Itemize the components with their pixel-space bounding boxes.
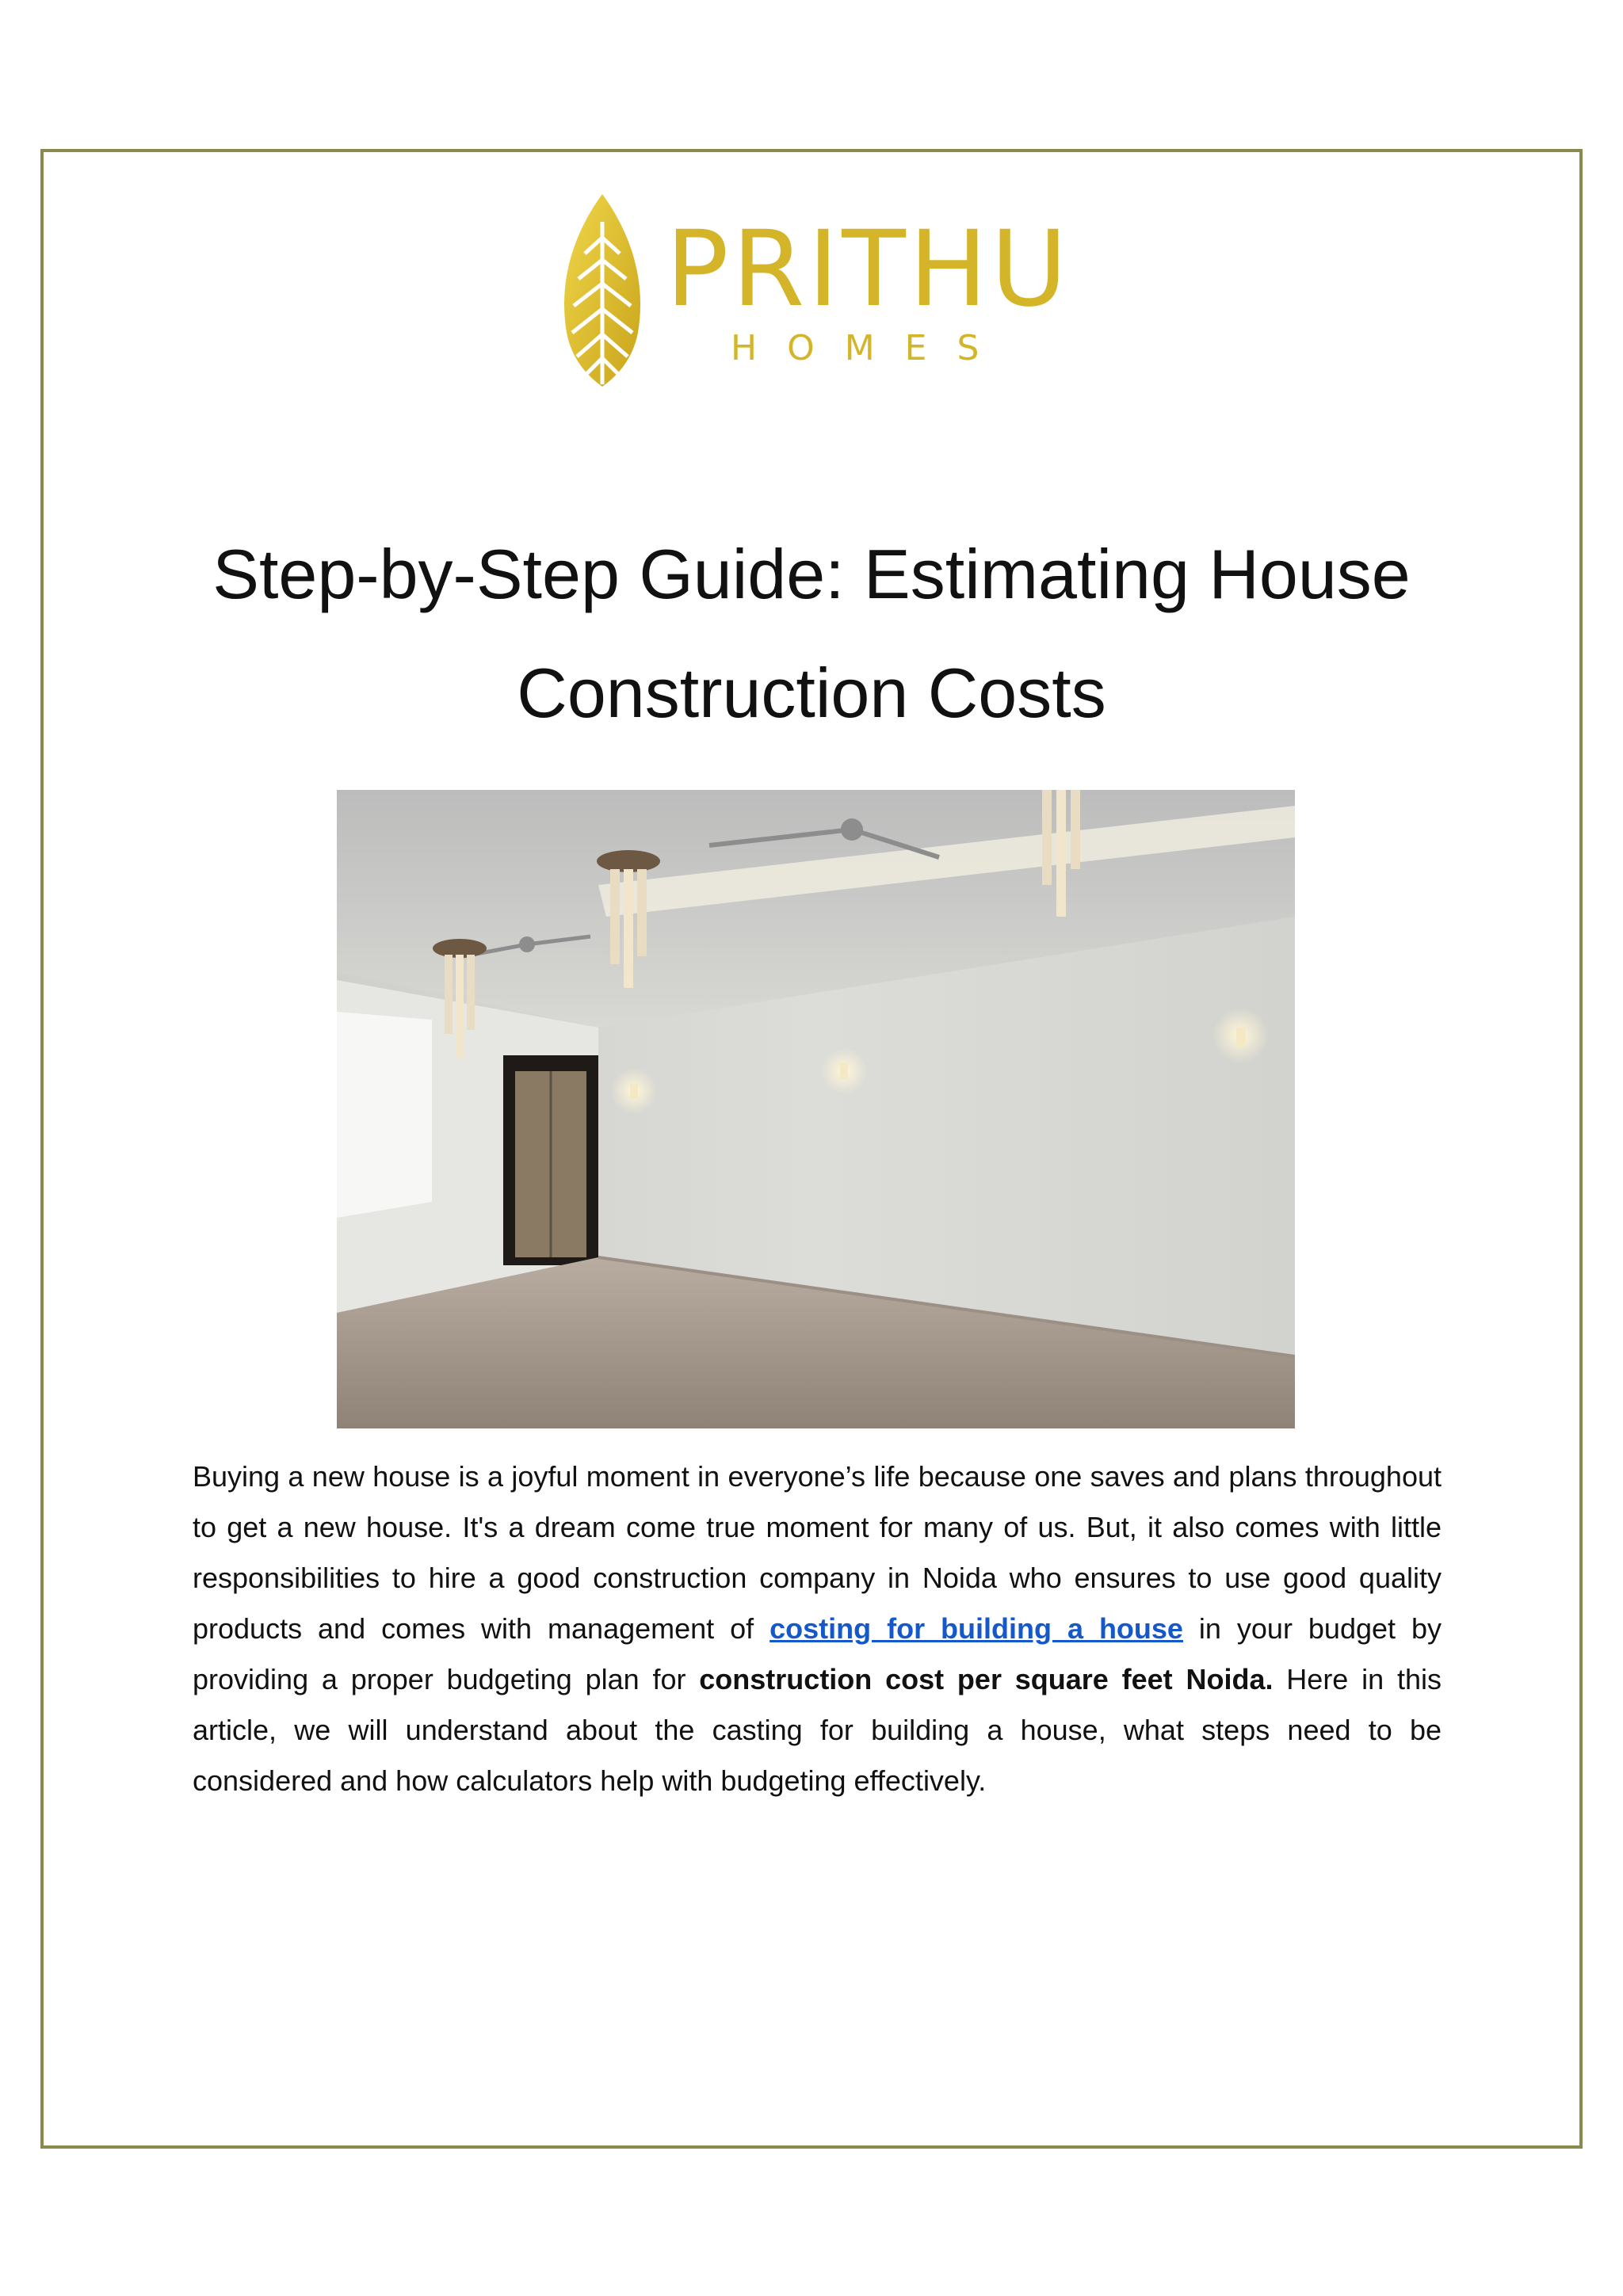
brand-logo: [555, 190, 1078, 388]
intro-part-3: Here in this article, we will understand about the casting for building a house, what steps need to be considered and how calculators help with budgeting effectively.: [193, 1663, 1442, 1797]
title-line-1: Step-by-Step Guide: Estimating House: [212, 535, 1411, 613]
costing-link[interactable]: costing for building a house: [769, 1612, 1183, 1645]
brand-name: PRITHU: [666, 208, 1071, 330]
leaf-icon: [555, 190, 650, 388]
brand-tagline: HOMES: [731, 328, 1010, 368]
title-line-2: Construction Costs: [517, 654, 1106, 732]
bold-keyword: construction cost per square feet Noida.: [699, 1663, 1274, 1695]
intro-part-1: Buying a new house is a joyful moment in everyone’s life because one saves and plans throughout to get a new house. It's a dream come true moment for many of us. But, it also comes with little responsibilities to hire a good construction company in Noida who ensures to use good quality products and comes with management of: [193, 1460, 1442, 1645]
interior-photo: [337, 790, 1295, 1428]
page-title: [111, 515, 1512, 753]
interior-photo-icon: [337, 790, 1295, 1428]
article-intro: [193, 1451, 1442, 1806]
intro-part-2: in your budget by providing a proper budgeting plan for: [193, 1612, 1442, 1695]
